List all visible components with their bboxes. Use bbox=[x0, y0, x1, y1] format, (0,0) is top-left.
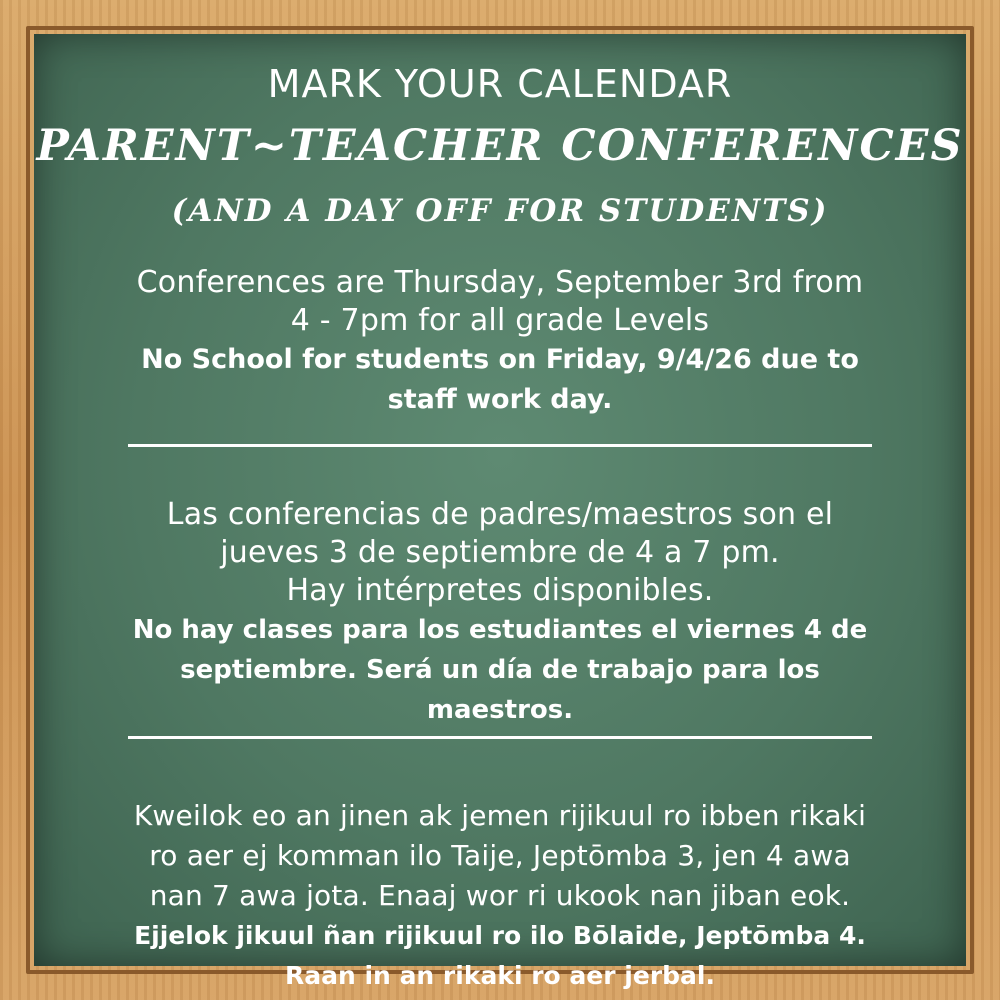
spanish-bold-line-3: maestros. bbox=[426, 695, 574, 725]
spanish-bold-line-2: septiembre. Será un día de trabajo para los bbox=[180, 655, 820, 685]
english-line-2: 4 - 7pm for all grade Levels bbox=[290, 303, 710, 338]
page-subtitle: (AND A DAY OFF FOR STUDENTS) bbox=[171, 193, 829, 229]
spanish-notice bbox=[54, 496, 946, 730]
marshallese-line-1: Kweilok eo an jinen ak jemen rijikuul ro ibben rikaki bbox=[133, 799, 867, 832]
chalkboard bbox=[34, 34, 966, 990]
marshallese-bold-line-2: Raan in an rikaki ro aer jerbal. bbox=[285, 961, 715, 990]
page-title: PARENT~TEACHER CONFERENCES bbox=[36, 121, 964, 171]
spanish-line-1: Las conferencias de padres/maestros son el bbox=[166, 497, 834, 532]
marshallese-line-3: nan 7 awa jota. Enaaj wor ri ukook nan jiban eok. bbox=[149, 879, 851, 912]
english-notice bbox=[54, 264, 946, 420]
spanish-line-2: jueves 3 de septiembre de 4 a 7 pm. bbox=[220, 535, 780, 570]
english-line-1: Conferences are Thursday, September 3rd from bbox=[136, 265, 864, 300]
divider bbox=[128, 444, 872, 447]
marshallese-line-2: ro aer ej komman ilo Taije, Jeptōmba 3, jen 4 awa bbox=[149, 839, 851, 872]
spanish-line-3: Hay intérpretes disponibles. bbox=[286, 573, 714, 608]
divider bbox=[128, 736, 872, 739]
english-bold-line-1: No School for students on Friday, 9/4/26 due to bbox=[141, 344, 859, 375]
marshallese-bold-line-1: Ejjelok jikuul ñan rijikuul ro ilo Bōlaide, Jeptōmba 4. bbox=[134, 921, 866, 950]
english-bold-line-2: staff work day. bbox=[387, 384, 613, 415]
spanish-bold-line-1: No hay clases para los estudiantes el viernes 4 de bbox=[132, 615, 868, 645]
kicker-heading: MARK YOUR CALENDAR bbox=[267, 62, 733, 106]
marshallese-notice bbox=[54, 796, 946, 996]
